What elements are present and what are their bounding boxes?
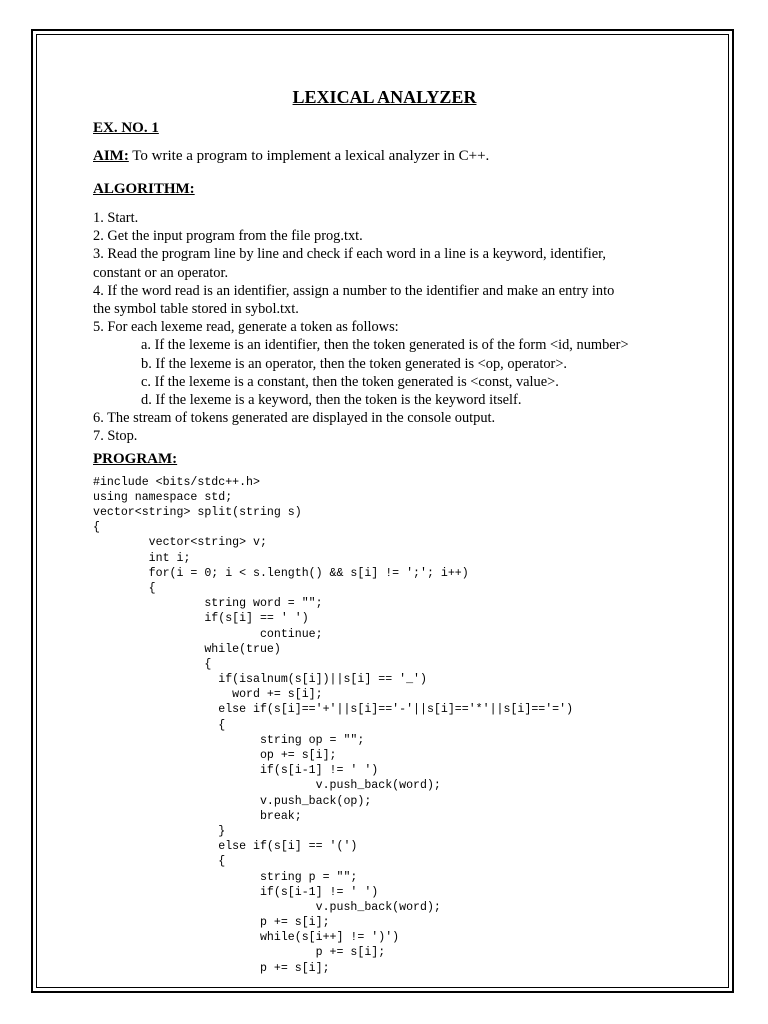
code-line: { (93, 718, 226, 732)
aim-statement (93, 147, 693, 165)
document-body (93, 86, 693, 976)
code-line: while(true) (93, 642, 281, 656)
exercise-number: EX. NO. 1 (93, 120, 159, 136)
code-line: using namespace std; (93, 490, 233, 504)
algorithm-line: 3. Read the program line by line and check if each word in a line is a keyword, identifier, (93, 246, 606, 263)
code-line: v.push_back(word); (93, 900, 441, 914)
code-line: continue; (93, 627, 323, 641)
algorithm-line: d. If the lexeme is a keyword, then the token is the keyword itself. (141, 392, 522, 409)
code-line: if(s[i-1] != ' ') (93, 885, 379, 899)
code-line: { (93, 855, 226, 869)
code-line: string p = ""; (93, 870, 358, 884)
aim-label: AIM: (93, 148, 129, 164)
code-line: } (93, 824, 226, 838)
code-line: else if(s[i]=='+'||s[i]=='-'||s[i]=='*'||s[i]=='=') (93, 703, 574, 717)
code-line: { (93, 581, 156, 595)
code-line: else if(s[i] == '(') (93, 840, 358, 854)
algorithm-line: 1. Start. (93, 210, 139, 226)
algorithm-line: 5. For each lexeme read, generate a token as follows: (93, 319, 399, 336)
program-code (93, 475, 693, 976)
code-line: v.push_back(op); (93, 794, 372, 808)
code-line: for(i = 0; i < s.length() && s[i] != ';'; i++) (93, 566, 469, 580)
code-line: { (93, 521, 100, 535)
code-line: op += s[i]; (93, 749, 337, 763)
code-line: string op = ""; (93, 733, 365, 747)
algorithm-heading: ALGORITHM: (93, 181, 195, 197)
code-line: v.push_back(word); (93, 779, 441, 793)
code-line: break; (93, 809, 302, 823)
code-line: p += s[i]; (93, 946, 386, 960)
algorithm-line: 6. The stream of tokens generated are displayed in the console output. (93, 410, 496, 427)
code-line: if(s[i] == ' ') (93, 612, 309, 626)
code-line: while(s[i++] != ')') (93, 931, 400, 945)
algorithm-line: b. If the lexeme is an operator, then the token generated is <op, operator>. (141, 355, 568, 372)
algorithm-line: a. If the lexeme is an identifier, then the token generated is of the form <id, number> (141, 337, 629, 354)
code-line: string word = ""; (93, 597, 323, 611)
code-line: { (93, 657, 212, 671)
code-line: p += s[i]; (93, 916, 330, 930)
code-line: if(s[i-1] != ' ') (93, 764, 379, 778)
code-line: #include <bits/stdc++.h> (93, 475, 260, 489)
algorithm-line: 4. If the word read is an identifier, assign a number to the identifier and make an entry into (93, 282, 615, 299)
algorithm-line: 2. Get the input program from the file prog.txt. (93, 228, 363, 245)
algorithm-steps (93, 209, 693, 446)
algorithm-line: the symbol table stored in sybol.txt. (93, 301, 299, 318)
algorithm-line: c. If the lexeme is a constant, then the token generated is <const, value>. (141, 373, 559, 390)
program-heading: PROGRAM: (93, 450, 178, 467)
code-line: p += s[i]; (93, 961, 330, 975)
code-line: if(isalnum(s[i])||s[i] == '_') (93, 673, 427, 687)
code-line: vector<string> v; (93, 536, 267, 550)
aim-text: To write a program to implement a lexical analyzer in C++. (128, 148, 490, 164)
code-line: int i; (93, 551, 191, 565)
algorithm-line: constant or an operator. (93, 264, 229, 281)
algorithm-line: 7. Stop. (93, 428, 138, 445)
code-line: word += s[i]; (93, 688, 323, 702)
code-line: vector<string> split(string s) (93, 506, 302, 520)
document-title: LEXICAL ANALYZER (292, 87, 477, 107)
